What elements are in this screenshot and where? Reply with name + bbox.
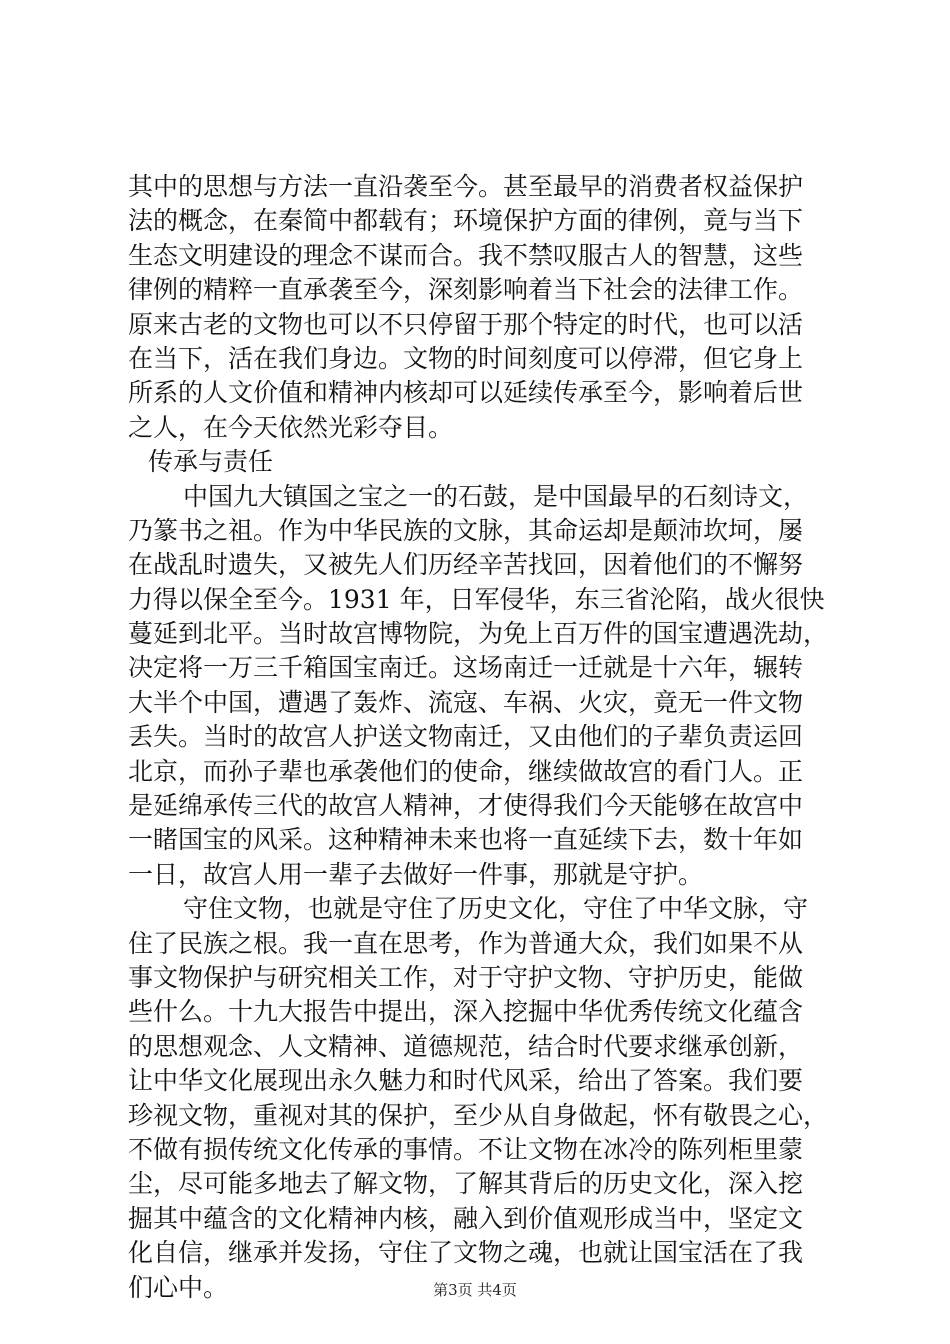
text-line: 原来古老的文物也可以不只停留于那个特定的时代，也可以活 [128,309,804,339]
text-line: 化自信，继承并发扬，守住了文物之魂，也就让国宝活在了我 [128,1238,804,1268]
text-line: 住了民族之根。我一直在思考，作为普通大众，我们如果不从 [128,928,804,958]
text-line: 在当下，活在我们身边。文物的时间刻度可以停滞，但它身上 [128,343,804,373]
text-line: 让中华文化展现出永久魅力和时代风采，给出了答案。我们要 [128,1066,804,1096]
text-line: 的思想观念、人文精神、道德规范，结合时代要求继承创新， [128,1031,804,1061]
text-line: 些什么。十九大报告中提出，深入挖掘中华优秀传统文化蕴含 [128,997,804,1027]
section-heading: 传承与责任 [148,447,274,477]
text-line: 事文物保护与研究相关工作，对于守护文物、守护历史，能做 [128,962,804,992]
text-line: 生态文明建设的理念不谋而合。我不禁叹服古人的智慧，这些 [128,240,804,270]
text-line: 其中的思想与方法一直沿袭至今。甚至最早的消费者权益保护 [128,172,804,201]
text-line: 蔓延到北平。当时故宫博物院，为免上百万件的国宝遭遇洗劫， [128,619,829,649]
text-line: 乃篆书之祖。作为中华民族的文脉，其命运却是颠沛坎坷，屡 [128,515,804,545]
text-line: 所系的人文价值和精神内核却可以延续传承至今，影响着后世 [128,378,804,408]
text-line: 掘其中蕴含的文化精神内核，融入到价值观形成当中，坚定文 [128,1203,804,1233]
text-line: 一日，故宫人用一辈子去做好一件事，那就是守护。 [128,859,704,889]
text-line: 决定将一万三千箱国宝南迁。这场南迁一迁就是十六年，辗转 [128,653,804,683]
body-text [128,170,840,1305]
text-line: 中国九大镇国之宝之一的石鼓，是中国最早的石刻诗文， [183,481,809,511]
text-line: 们心中。 [128,1272,229,1302]
text-line: 丢失。当时的故宫人护送文物南迁，又由他们的子辈负责运回 [128,722,804,752]
text-line: 法的概念，在秦简中都载有；环境保护方面的律例，竟与当下 [128,206,804,236]
text-line: 北京，而孙子辈也承袭他们的使命，继续做故宫的看门人。正 [128,756,804,786]
text-line: 力得以保全至今。1931 年，日军侵华，东三省沦陷，战火很快 [128,584,825,614]
page-number-footer: 第3页 共4页 [433,1281,517,1299]
text-line: 之人，在今天依然光彩夺目。 [128,412,454,442]
text-line: 珍视文物，重视对其的保护，至少从自身做起，怀有敬畏之心， [128,1100,829,1130]
text-line: 守住文物，也就是守住了历史文化，守住了中华文脉，守 [183,894,809,924]
text-line: 不做有损传统文化传承的事情。不让文物在冰冷的陈列柜里蒙 [128,1134,804,1164]
text-line: 律例的精粹一直承袭至今，深刻影响着当下社会的法律工作。 [128,275,804,305]
text-line: 一睹国宝的风采。这种精神未来也将一直延续下去，数十年如 [128,825,804,855]
text-line: 在战乱时遗失，又被先人们历经辛苦找回，因着他们的不懈努 [128,550,804,580]
text-line: 尘，尽可能多地去了解文物，了解其背后的历史文化，深入挖 [128,1169,804,1199]
text-line: 大半个中国，遭遇了轰炸、流寇、车祸、火灾，竟无一件文物 [128,687,804,717]
text-line: 是延绵承传三代的故宫人精神，才使得我们今天能够在故宫中 [128,791,804,821]
